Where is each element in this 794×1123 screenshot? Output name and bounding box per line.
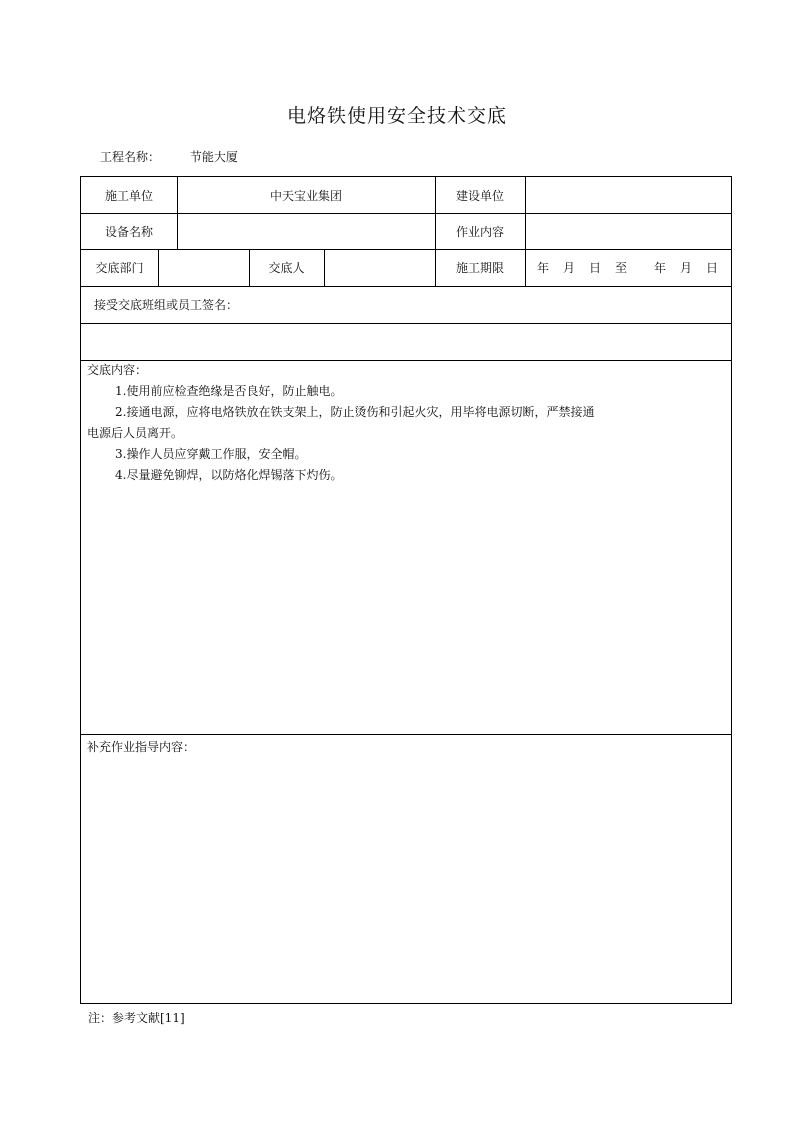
- content-heading: 交底内容：: [87, 363, 148, 377]
- equipment-name-label: 设备名称: [104, 224, 153, 239]
- presenter-value: [324, 249, 435, 286]
- client-unit-value: [525, 177, 731, 213]
- equipment-name-value: [177, 213, 435, 249]
- signature-label: 接受交底班组或员工签名：: [94, 298, 239, 312]
- content-item-continuation: 电源后人员离开。: [87, 426, 184, 440]
- construction-unit-label: 施工单位: [104, 188, 153, 203]
- page-title: 电烙铁使用安全技术交底: [286, 105, 507, 127]
- footnote: 注：参考文献[11]: [88, 1011, 185, 1025]
- period-label: 施工期限: [455, 261, 504, 275]
- period-value: 年 月 日 至 年 月 日: [537, 261, 720, 275]
- supplement-section: [87, 737, 723, 758]
- project-name-label: 工程名称：: [100, 150, 161, 164]
- work-content-label: 作业内容: [455, 224, 504, 239]
- department-value: [158, 249, 249, 286]
- content-item: 4.尽量避免铆焊，以防烙化焊锡落下灼伤。: [115, 468, 343, 482]
- work-content-value: [525, 213, 731, 249]
- client-unit-label: 建设单位: [455, 188, 504, 203]
- content-item: 1.使用前应检查绝缘是否良好，防止触电。: [115, 384, 343, 398]
- project-name-value: 节能大厦: [189, 150, 238, 164]
- disclosure-form-table: [80, 176, 732, 1004]
- supplement-heading: 补充作业指导内容：: [87, 740, 196, 754]
- disclosure-content: [87, 360, 723, 486]
- project-name-row: [100, 148, 238, 165]
- department-label: 交底部门: [95, 261, 144, 275]
- signature-area: [94, 323, 714, 360]
- row-divider: [81, 734, 731, 735]
- content-item: 2.接通电源，应将电烙铁放在铁支架上，防止烫伤和引起火灾，用毕将电源切断，严禁接通: [115, 405, 595, 419]
- content-item: 3.操作人员应穿戴工作服，安全帽。: [115, 447, 307, 461]
- presenter-label: 交底人: [268, 261, 305, 275]
- construction-unit-value: 中天宝业集团: [269, 188, 342, 203]
